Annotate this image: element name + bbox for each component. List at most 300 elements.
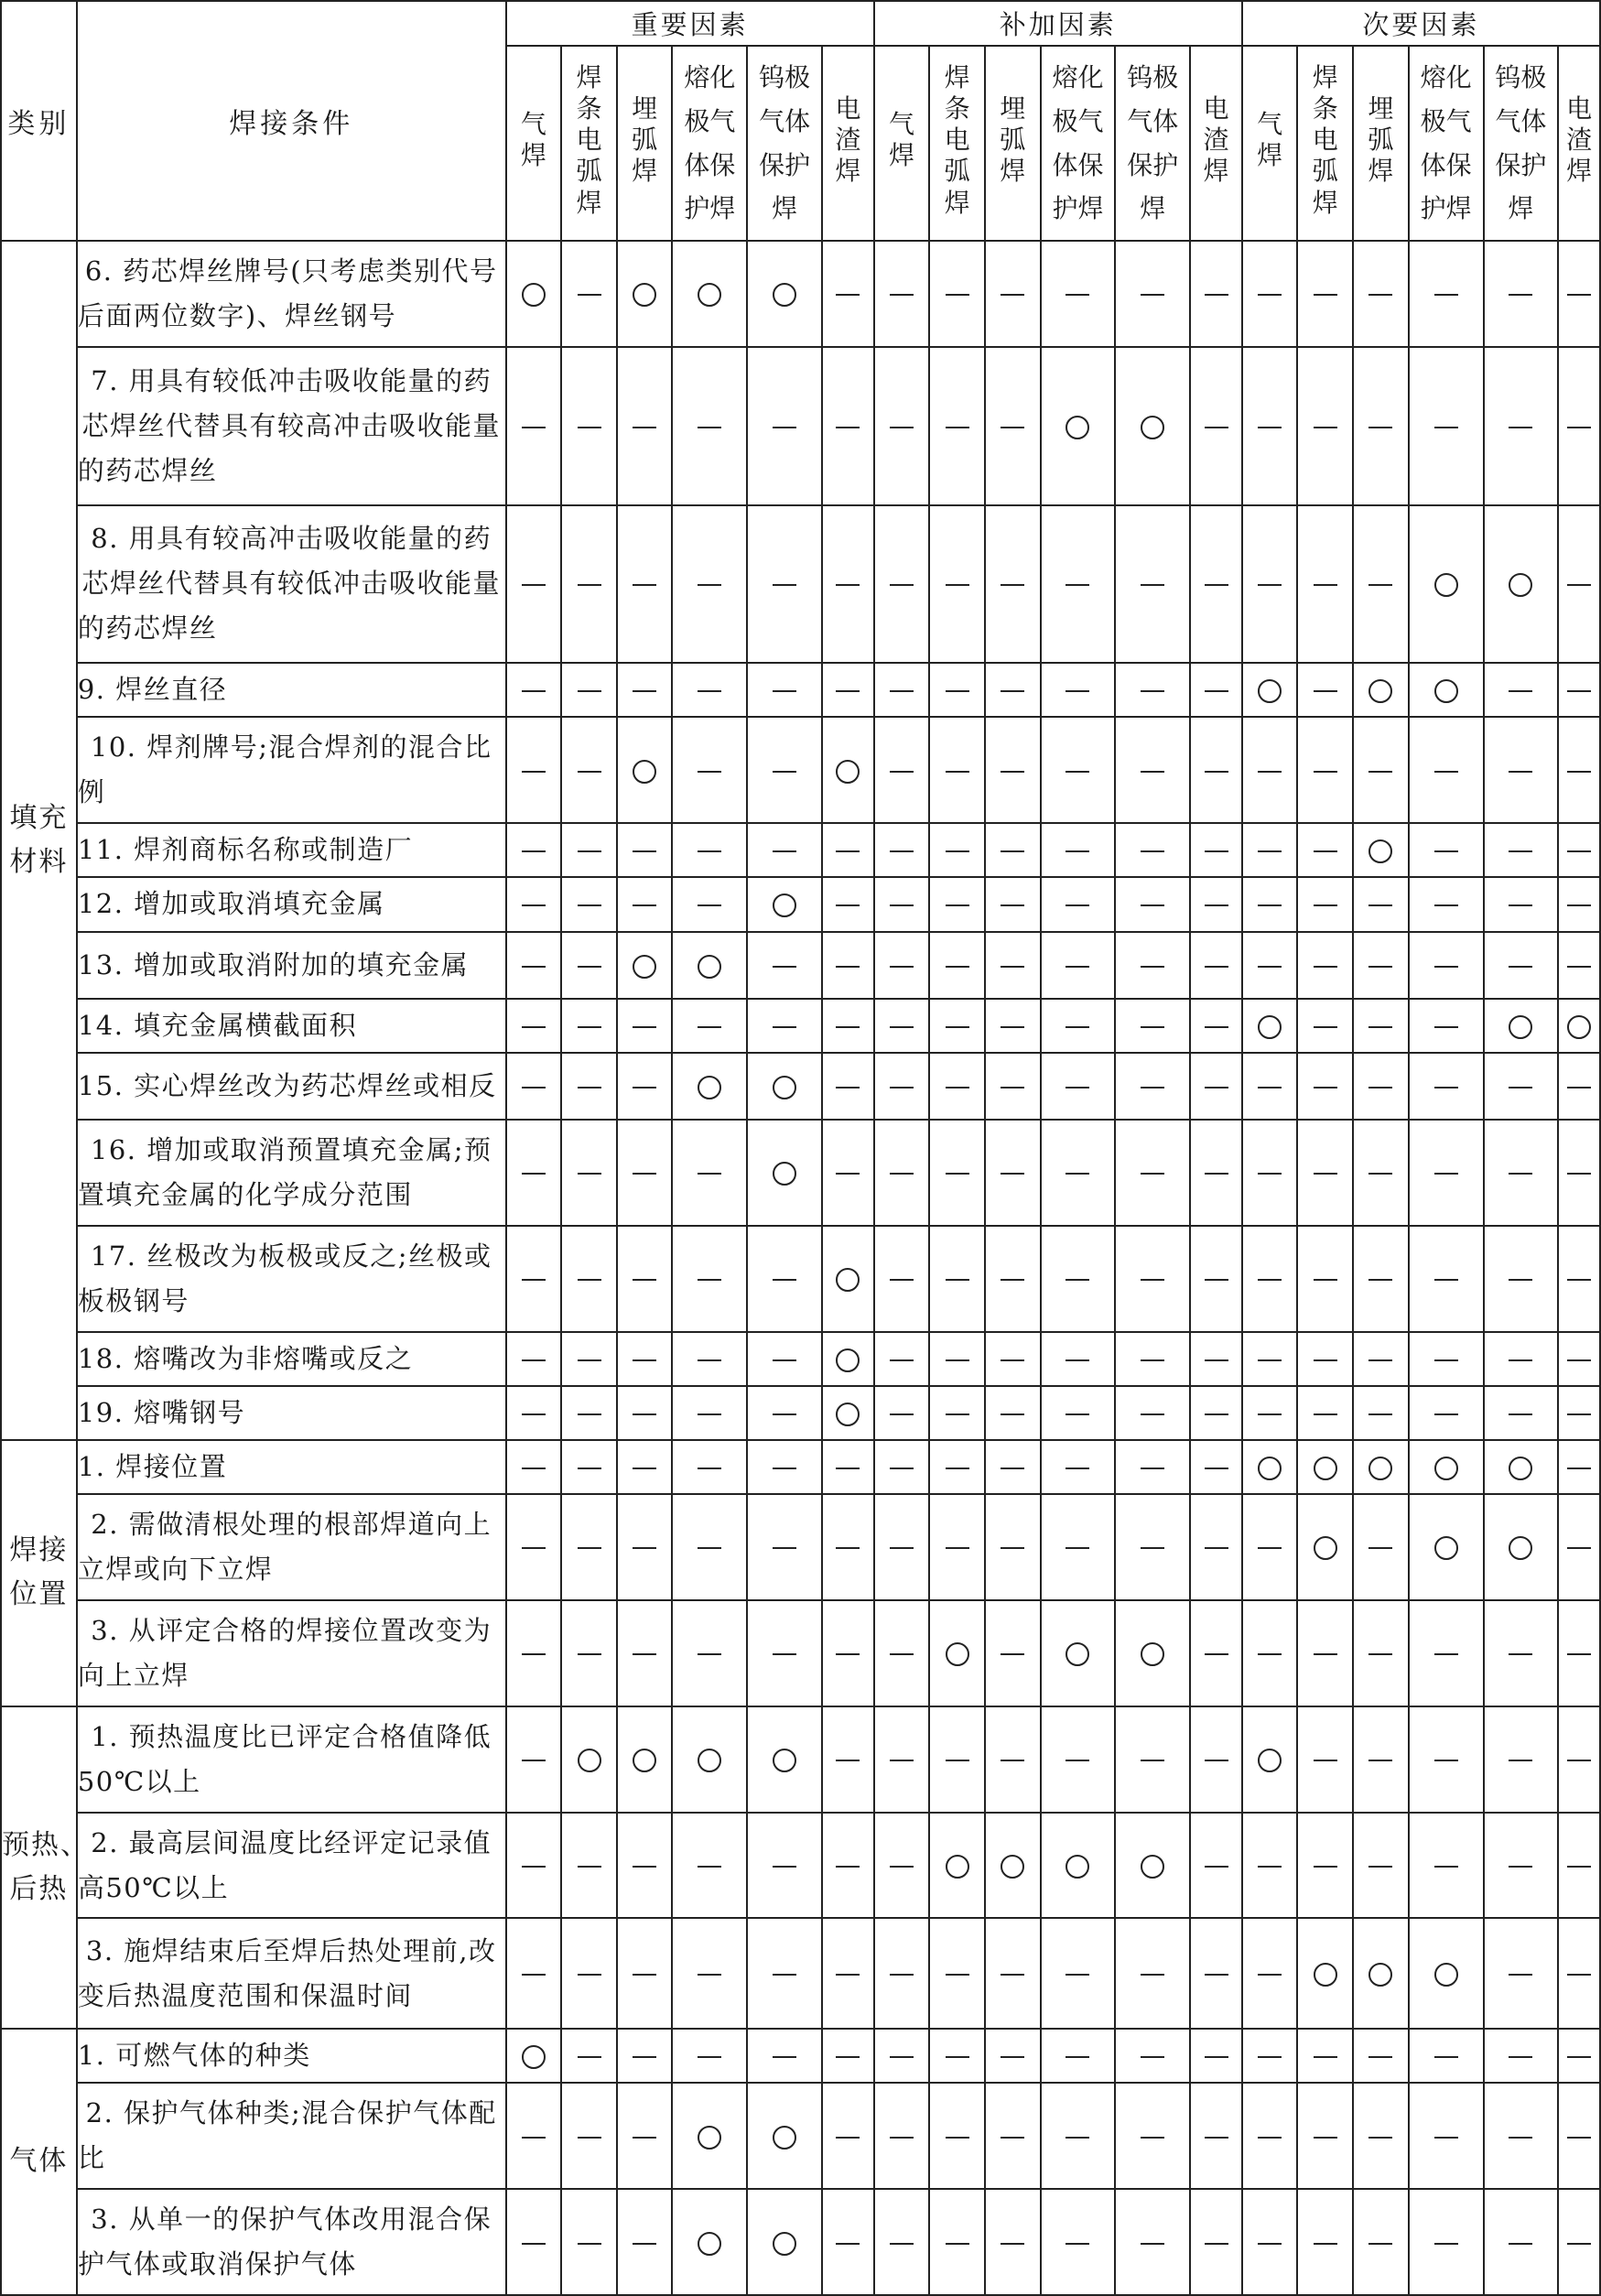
not-applicable-dash [1205, 1173, 1228, 1175]
mark-cell [561, 1440, 617, 1494]
not-applicable-dash [1258, 1359, 1282, 1361]
mark-cell [561, 932, 617, 999]
applies-circle [1368, 679, 1392, 703]
not-applicable-dash [1001, 2243, 1024, 2245]
table-row [1, 1706, 1600, 1813]
condition-cell: 1. 预热温度比已评定合格值降低50℃以上 [77, 1706, 506, 1813]
table-row [1, 2083, 1600, 2189]
not-applicable-dash [946, 904, 969, 906]
condition-cell: 14. 填充金属横截面积 [77, 999, 506, 1053]
mark-cell [1409, 1386, 1484, 1440]
not-applicable-dash [1314, 1760, 1337, 1761]
mark-cell [1409, 505, 1484, 664]
mark-cell [1409, 2029, 1484, 2083]
not-applicable-dash [1205, 1026, 1228, 1028]
mark-cell [561, 505, 617, 664]
mark-cell [1115, 1918, 1190, 2029]
not-applicable-dash [633, 1026, 656, 1028]
mark-cell [747, 1386, 822, 1440]
mark-cell [1190, 1706, 1242, 1813]
not-applicable-dash [836, 427, 860, 428]
not-applicable-dash [1001, 427, 1024, 428]
not-applicable-dash [522, 1974, 546, 1976]
mark-cell [1409, 1706, 1484, 1813]
table-row [1, 663, 1600, 717]
not-applicable-dash [1141, 771, 1164, 773]
not-applicable-dash [1314, 2137, 1337, 2139]
not-applicable-dash [522, 1467, 546, 1469]
not-applicable-dash [1205, 2137, 1228, 2139]
mark-cell [929, 877, 985, 931]
not-applicable-dash [1509, 850, 1532, 852]
mark-cell [672, 1332, 747, 1386]
mark-cell [747, 505, 822, 664]
mark-cell [617, 1706, 673, 1813]
condition-cell: 12. 增加或取消填充金属 [77, 877, 506, 931]
condition-cell: 1. 焊接位置 [77, 1440, 506, 1494]
mark-cell [1190, 1386, 1242, 1440]
mark-cell [929, 2029, 985, 2083]
mark-cell [1558, 2029, 1600, 2083]
mark-cell [1558, 1600, 1600, 1706]
not-applicable-dash [1066, 1087, 1089, 1088]
mark-cell [1242, 241, 1298, 347]
mark-cell [1353, 1600, 1409, 1706]
not-applicable-dash [946, 1413, 969, 1415]
not-applicable-dash [1258, 904, 1282, 906]
not-applicable-dash [1066, 1760, 1089, 1761]
mark-cell [617, 663, 673, 717]
applies-circle [1314, 1536, 1337, 1560]
not-applicable-dash [1368, 966, 1392, 968]
not-applicable-dash [578, 771, 601, 773]
mark-cell [747, 2083, 822, 2189]
not-applicable-dash [946, 1467, 969, 1469]
table-row [1, 1494, 1600, 1600]
not-applicable-dash [1434, 904, 1458, 906]
not-applicable-dash [1509, 1866, 1532, 1868]
not-applicable-dash [946, 2137, 969, 2139]
mark-cell [561, 823, 617, 877]
mark-cell [1242, 932, 1298, 999]
not-applicable-dash [1567, 1866, 1591, 1868]
not-applicable-dash [1434, 2243, 1458, 2245]
not-applicable-dash [1368, 427, 1392, 428]
not-applicable-dash [1141, 850, 1164, 852]
applies-circle [1066, 1855, 1089, 1879]
mark-cell [1409, 2083, 1484, 2189]
mark-cell [874, 1706, 930, 1813]
not-applicable-dash [1258, 771, 1282, 773]
not-applicable-dash [1434, 2056, 1458, 2058]
method-gmaw-important [672, 46, 747, 241]
not-applicable-dash [773, 1653, 796, 1655]
applies-circle [522, 2045, 546, 2069]
not-applicable-dash [890, 584, 914, 586]
not-applicable-dash [946, 771, 969, 773]
mark-cell [929, 1440, 985, 1494]
not-applicable-dash [1141, 1173, 1164, 1175]
mark-cell [561, 347, 617, 505]
applies-circle [698, 2126, 721, 2150]
not-applicable-dash [1368, 584, 1392, 586]
method-label: 焊条电弧焊 [576, 61, 602, 218]
not-applicable-dash [836, 966, 860, 968]
not-applicable-dash [1205, 850, 1228, 852]
mark-cell [1484, 241, 1559, 347]
mark-cell [506, 1918, 562, 2029]
applies-circle [836, 1403, 860, 1426]
mark-cell [929, 2083, 985, 2189]
mark-cell [1041, 1386, 1116, 1440]
mark-cell [506, 1120, 562, 1226]
applies-circle [773, 2126, 796, 2150]
mark-cell [672, 2083, 747, 2189]
mark-cell [506, 1440, 562, 1494]
mark-cell [1297, 823, 1353, 877]
mark-cell [506, 2029, 562, 2083]
method-smaw-important [561, 46, 617, 241]
not-applicable-dash [836, 2243, 860, 2245]
not-applicable-dash [633, 850, 656, 852]
mark-cell [985, 1226, 1041, 1332]
not-applicable-dash [578, 1173, 601, 1175]
not-applicable-dash [1314, 1026, 1337, 1028]
mark-cell [747, 999, 822, 1053]
mark-cell [1242, 663, 1298, 717]
not-applicable-dash [1205, 584, 1228, 586]
not-applicable-dash [578, 850, 601, 852]
not-applicable-dash [946, 1279, 969, 1281]
mark-cell [1558, 1813, 1600, 1919]
not-applicable-dash [698, 1359, 721, 1361]
not-applicable-dash [836, 584, 860, 586]
not-applicable-dash [1567, 294, 1591, 296]
not-applicable-dash [946, 1547, 969, 1549]
method-label: 埋弧焊 [632, 93, 658, 187]
not-applicable-dash [773, 690, 796, 692]
applies-circle [1434, 1536, 1458, 1560]
mark-cell [1297, 1053, 1353, 1120]
mark-cell [1190, 505, 1242, 664]
condition-cell: 6. 药芯焊丝牌号(只考虑类别代号后面两位数字)、焊丝钢号 [77, 241, 506, 347]
table-row [1, 241, 1600, 347]
mark-cell [1242, 2029, 1298, 2083]
condition-cell: 16. 增加或取消预置填充金属;预置填充金属的化学成分范围 [77, 1120, 506, 1226]
mark-cell [561, 1600, 617, 1706]
mark-cell [1115, 347, 1190, 505]
applies-circle [1434, 679, 1458, 703]
table-row [1, 1386, 1600, 1440]
not-applicable-dash [1434, 1866, 1458, 1868]
mark-cell [985, 1053, 1041, 1120]
category-cell: 焊接 位置 [1, 1440, 77, 1706]
not-applicable-dash [1368, 1279, 1392, 1281]
mark-cell [1242, 347, 1298, 505]
mark-cell [747, 1440, 822, 1494]
not-applicable-dash [522, 1359, 546, 1361]
mark-cell [929, 1386, 985, 1440]
mark-cell [506, 877, 562, 931]
not-applicable-dash [1205, 1359, 1228, 1361]
not-applicable-dash [633, 1173, 656, 1175]
mark-cell [874, 1918, 930, 2029]
not-applicable-dash [1205, 1467, 1228, 1469]
not-applicable-dash [1001, 1547, 1024, 1549]
not-applicable-dash [1066, 2056, 1089, 2058]
not-applicable-dash [1567, 1547, 1591, 1549]
mark-cell [1409, 823, 1484, 877]
mark-cell [1041, 1706, 1116, 1813]
method-esw-important [822, 46, 874, 241]
not-applicable-dash [1205, 771, 1228, 773]
mark-cell [822, 1053, 874, 1120]
mark-cell [1115, 877, 1190, 931]
mark-cell [1115, 1332, 1190, 1386]
condition-cell: 3. 从评定合格的焊接位置改变为向上立焊 [77, 1600, 506, 1706]
condition-cell: 2. 保护气体种类;混合保护气体配比 [77, 2083, 506, 2189]
mark-cell [874, 932, 930, 999]
not-applicable-dash [1001, 1413, 1024, 1415]
mark-cell [1297, 241, 1353, 347]
mark-cell [617, 932, 673, 999]
mark-cell [1353, 347, 1409, 505]
mark-cell [747, 1706, 822, 1813]
mark-cell [1041, 1494, 1116, 1600]
applies-circle [698, 1076, 721, 1099]
not-applicable-dash [1141, 904, 1164, 906]
mark-cell [1115, 823, 1190, 877]
mark-cell [822, 1120, 874, 1226]
mark-cell [1115, 1706, 1190, 1813]
mark-cell [617, 1386, 673, 1440]
mark-cell [1409, 1918, 1484, 2029]
condition-cell: 8. 用具有较高冲击吸收能量的药芯焊丝代替具有较低冲击吸收能量的药芯焊丝 [77, 505, 506, 664]
mark-cell [747, 1226, 822, 1332]
not-applicable-dash [1141, 1026, 1164, 1028]
method-label: 埋弧焊 [1000, 93, 1026, 187]
not-applicable-dash [836, 850, 860, 852]
not-applicable-dash [1258, 294, 1282, 296]
mark-cell [1353, 241, 1409, 347]
mark-cell [1041, 1053, 1116, 1120]
method-label: 电渣焊 [1566, 93, 1593, 187]
mark-cell [1041, 1600, 1116, 1706]
mark-cell [822, 663, 874, 717]
not-applicable-dash [836, 1467, 860, 1469]
mark-cell [672, 241, 747, 347]
applies-circle [836, 760, 860, 784]
method-gmaw-supplementary [1041, 46, 1116, 241]
applies-circle [522, 283, 546, 307]
not-applicable-dash [1567, 1467, 1591, 1469]
applies-circle [773, 893, 796, 917]
not-applicable-dash [1001, 1974, 1024, 1976]
mark-cell [1242, 1706, 1298, 1813]
not-applicable-dash [1258, 427, 1282, 428]
mark-cell [1041, 2029, 1116, 2083]
mark-cell [874, 999, 930, 1053]
mark-cell [1297, 1120, 1353, 1226]
mark-cell [1297, 2029, 1353, 2083]
not-applicable-dash [698, 690, 721, 692]
mark-cell [672, 1386, 747, 1440]
mark-cell [1190, 663, 1242, 717]
not-applicable-dash [1141, 1413, 1164, 1415]
not-applicable-dash [1509, 294, 1532, 296]
applies-circle [698, 955, 721, 979]
mark-cell [617, 2189, 673, 2295]
not-applicable-dash [946, 584, 969, 586]
mark-cell [985, 2083, 1041, 2189]
not-applicable-dash [1368, 294, 1392, 296]
mark-cell [1115, 505, 1190, 664]
mark-cell [1041, 505, 1116, 664]
not-applicable-dash [836, 294, 860, 296]
not-applicable-dash [1066, 2243, 1089, 2245]
mark-cell [985, 505, 1041, 664]
not-applicable-dash [1066, 1359, 1089, 1361]
header-category: 类别 [1, 1, 77, 241]
not-applicable-dash [578, 1653, 601, 1655]
table-row [1, 823, 1600, 877]
mark-cell [929, 1706, 985, 1813]
not-applicable-dash [698, 427, 721, 428]
applies-circle [946, 1855, 969, 1879]
not-applicable-dash [1001, 850, 1024, 852]
applies-circle [1567, 1015, 1591, 1039]
not-applicable-dash [1509, 966, 1532, 968]
not-applicable-dash [773, 1866, 796, 1868]
not-applicable-dash [773, 427, 796, 428]
mark-cell [929, 1600, 985, 1706]
mark-cell [1041, 877, 1116, 931]
not-applicable-dash [698, 1974, 721, 1976]
mark-cell [1242, 1053, 1298, 1120]
condition-cell: 2. 最高层间温度比经评定记录值高50℃以上 [77, 1813, 506, 1919]
mark-cell [1297, 1440, 1353, 1494]
mark-cell [1558, 505, 1600, 664]
mark-cell [985, 1440, 1041, 1494]
not-applicable-dash [890, 1087, 914, 1088]
not-applicable-dash [578, 1974, 601, 1976]
mark-cell [874, 241, 930, 347]
not-applicable-dash [1205, 1279, 1228, 1281]
not-applicable-dash [1368, 904, 1392, 906]
not-applicable-dash [522, 1653, 546, 1655]
not-applicable-dash [1205, 2243, 1228, 2245]
not-applicable-dash [1141, 1760, 1164, 1761]
mark-cell [1484, 1120, 1559, 1226]
mark-cell [672, 2189, 747, 2295]
applies-circle [1258, 1457, 1282, 1480]
mark-cell [1190, 2029, 1242, 2083]
mark-cell [1484, 932, 1559, 999]
mark-cell [1353, 1053, 1409, 1120]
not-applicable-dash [522, 690, 546, 692]
condition-cell: 13. 增加或取消附加的填充金属 [77, 932, 506, 999]
not-applicable-dash [890, 1760, 914, 1761]
not-applicable-dash [522, 1026, 546, 1028]
not-applicable-dash [1001, 294, 1024, 296]
not-applicable-dash [1205, 1653, 1228, 1655]
header-group-supplementary: 补加因素 [874, 1, 1242, 46]
not-applicable-dash [1509, 2056, 1532, 2058]
not-applicable-dash [1141, 1279, 1164, 1281]
mark-cell [1353, 663, 1409, 717]
mark-cell [1242, 1386, 1298, 1440]
table-row [1, 1600, 1600, 1706]
not-applicable-dash [1314, 427, 1337, 428]
mark-cell [929, 1918, 985, 2029]
mark-cell [1558, 1706, 1600, 1813]
not-applicable-dash [1314, 771, 1337, 773]
not-applicable-dash [946, 1173, 969, 1175]
mark-cell [1041, 1226, 1116, 1332]
mark-cell [1297, 663, 1353, 717]
mark-cell [822, 932, 874, 999]
header-group-minor: 次要因素 [1242, 1, 1600, 46]
not-applicable-dash [1368, 1173, 1392, 1175]
not-applicable-dash [1258, 1087, 1282, 1088]
applies-circle [1509, 1015, 1532, 1039]
mark-cell [1115, 1386, 1190, 1440]
not-applicable-dash [633, 904, 656, 906]
mark-cell [506, 1813, 562, 1919]
mark-cell [617, 1813, 673, 1919]
not-applicable-dash [698, 2056, 721, 2058]
mark-cell [747, 877, 822, 931]
not-applicable-dash [633, 1413, 656, 1415]
mark-cell [929, 2189, 985, 2295]
applies-circle [578, 1749, 601, 1772]
not-applicable-dash [1567, 1279, 1591, 1281]
mark-cell [822, 1226, 874, 1332]
not-applicable-dash [890, 1467, 914, 1469]
mark-cell [874, 1813, 930, 1919]
table-row [1, 347, 1600, 505]
applies-circle [698, 1749, 721, 1772]
mark-cell [1353, 1494, 1409, 1600]
mark-cell [1353, 1332, 1409, 1386]
mark-cell [1558, 877, 1600, 931]
mark-cell [985, 1600, 1041, 1706]
mark-cell [874, 1053, 930, 1120]
mark-cell [1409, 1600, 1484, 1706]
mark-cell [1353, 1813, 1409, 1919]
not-applicable-dash [1434, 1413, 1458, 1415]
not-applicable-dash [836, 2137, 860, 2139]
mark-cell [1353, 1440, 1409, 1494]
not-applicable-dash [890, 771, 914, 773]
not-applicable-dash [1001, 1760, 1024, 1761]
method-esw-minor [1558, 46, 1600, 241]
not-applicable-dash [698, 1547, 721, 1549]
mark-cell [1409, 241, 1484, 347]
mark-cell [985, 877, 1041, 931]
mark-cell [672, 1600, 747, 1706]
mark-cell [506, 1226, 562, 1332]
mark-cell [672, 1226, 747, 1332]
not-applicable-dash [1567, 427, 1591, 428]
not-applicable-dash [836, 904, 860, 906]
method-label: 气焊 [889, 109, 915, 171]
mark-cell [1242, 2189, 1298, 2295]
mark-cell [506, 663, 562, 717]
not-applicable-dash [522, 1413, 546, 1415]
condition-cell: 3. 从单一的保护气体改用混合保护气体或取消保护气体 [77, 2189, 506, 2295]
not-applicable-dash [836, 1760, 860, 1761]
